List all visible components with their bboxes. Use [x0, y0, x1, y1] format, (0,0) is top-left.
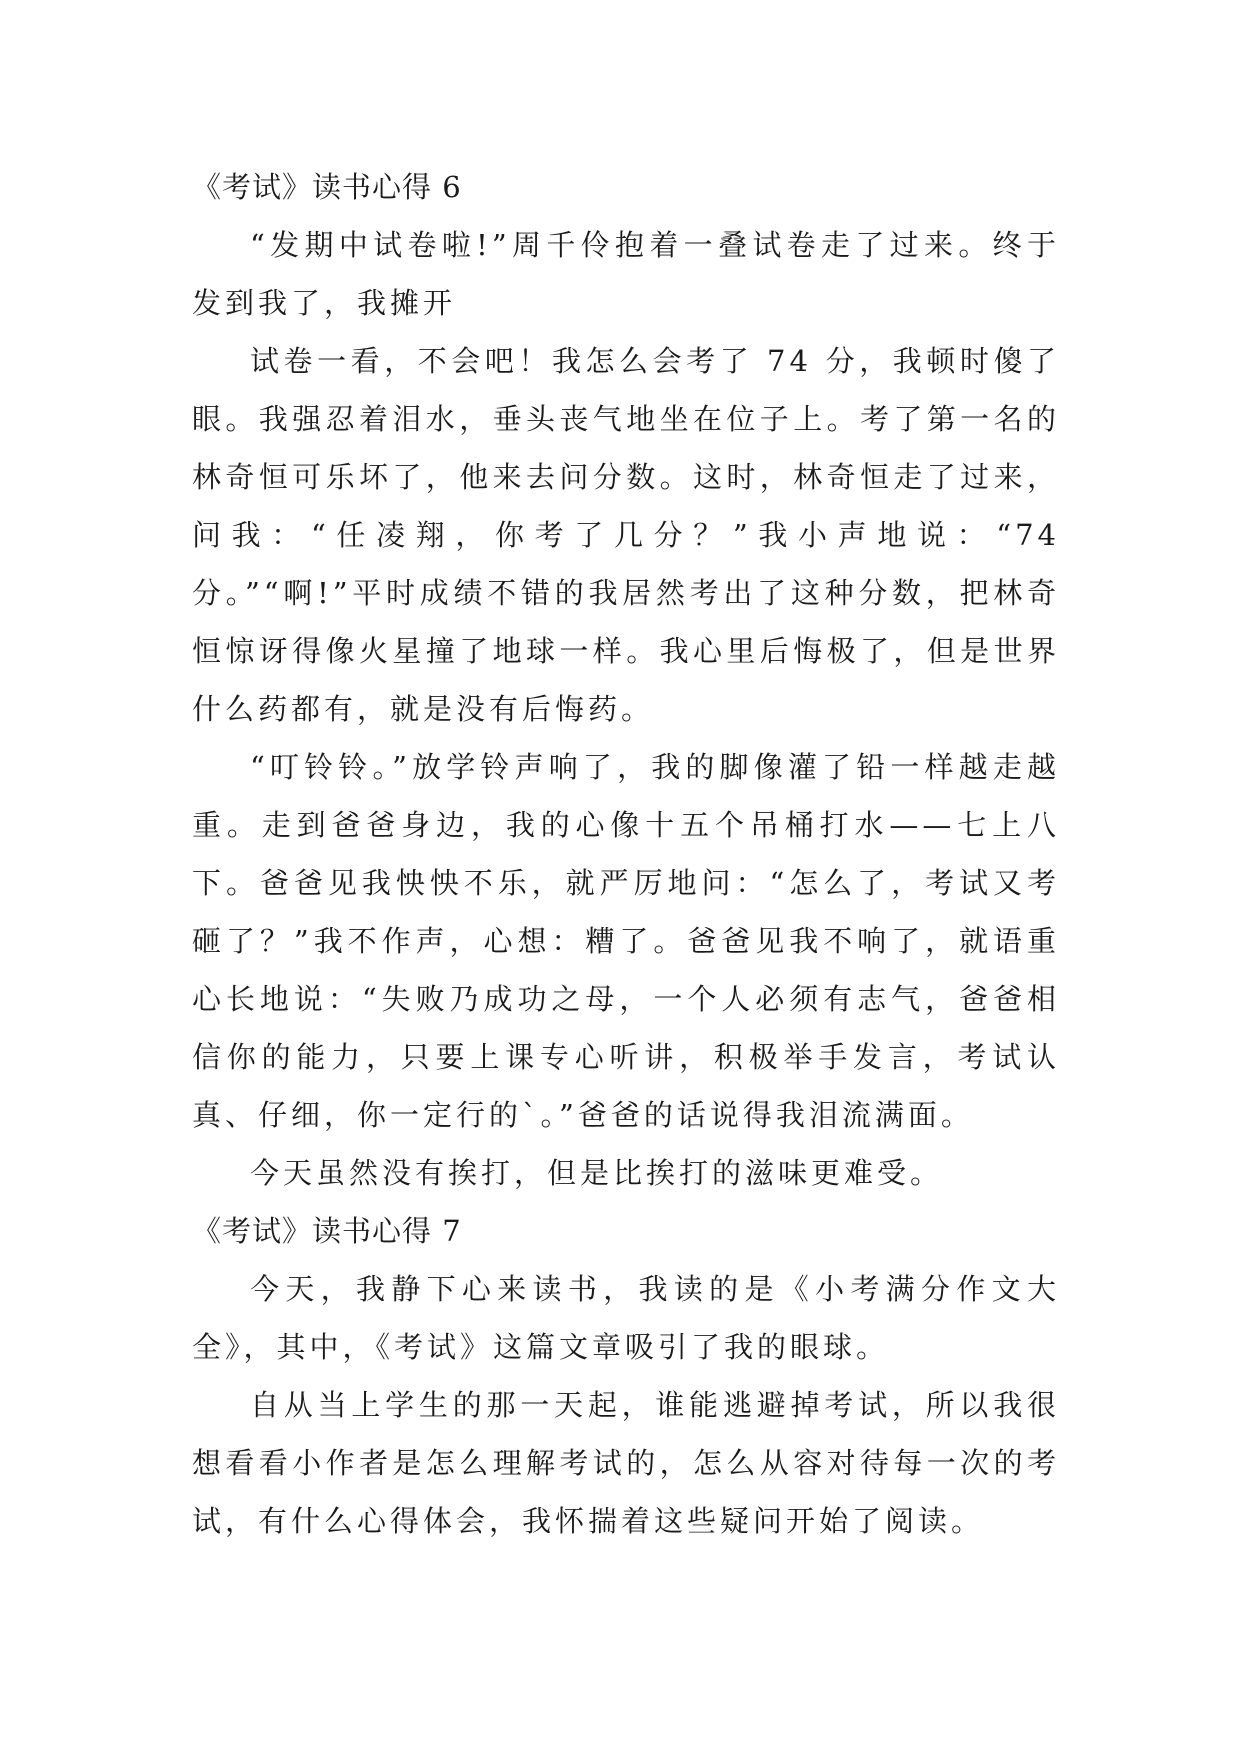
- paragraph: 今天，我静下心来读书，我读的是《小考满分作文大全》，其中，《考试》这篇文章吸引了我的眼球。: [192, 1272, 1060, 1364]
- paragraph: 自从当上学生的那一天起，谁能逃避掉考试，所以我很想看看小作者是怎么理解考试的，怎么从容对待每一次的考试，有什么心得体会，我怀揣着这些疑问开始了阅读。: [192, 1388, 1060, 1538]
- paragraph: “叮铃铃。”放学铃声响了，我的脚像灌了铅一样越走越重。走到爸爸身边，我的心像十五个吊桶打水——七上八下。爸爸见我怏怏不乐，就严厉地问：“怎么了，考试又考砸了？”我不作声，心想：糟了。爸爸见我不响了，就语重心长地说：“失败乃成功之母，一个人必须有志气，爸爸相信你的能力，只要上课专心听讲，积极举手发言，考试认真、仔细，你一定行的`。”爸爸的话说得我泪流满面。: [192, 750, 1060, 1132]
- document-body: [192, 158, 1060, 1550]
- paragraph: 试卷一看，不会吧！我怎么会考了 74 分，我顿时傻了眼。我强忍着泪水，垂头丧气地坐在位子上。考了第一名的林奇恒可乐坏了，他来去问分数。这时，林奇恒走了过来，问我：“任凌翔，你考了几分？”我小声地说：“74 分。”“啊!”平时成绩不错的我居然考出了这种分数，把林奇恒惊讶得像火星撞了地球一样。我心里后悔极了，但是世界什么药都有，就是没有后悔药。: [192, 344, 1060, 726]
- section-7: [192, 1202, 1060, 1550]
- section-6: [192, 158, 1060, 1202]
- paragraph: “发期中试卷啦!”周千伶抱着一叠试卷走了过来。终于发到我了，我摊开: [192, 228, 1060, 320]
- paragraph: 今天虽然没有挨打，但是比挨打的滋味更难受。: [250, 1156, 944, 1190]
- section-heading: 《考试》读书心得 6: [192, 170, 462, 204]
- section-heading: 《考试》读书心得 7: [192, 1214, 462, 1248]
